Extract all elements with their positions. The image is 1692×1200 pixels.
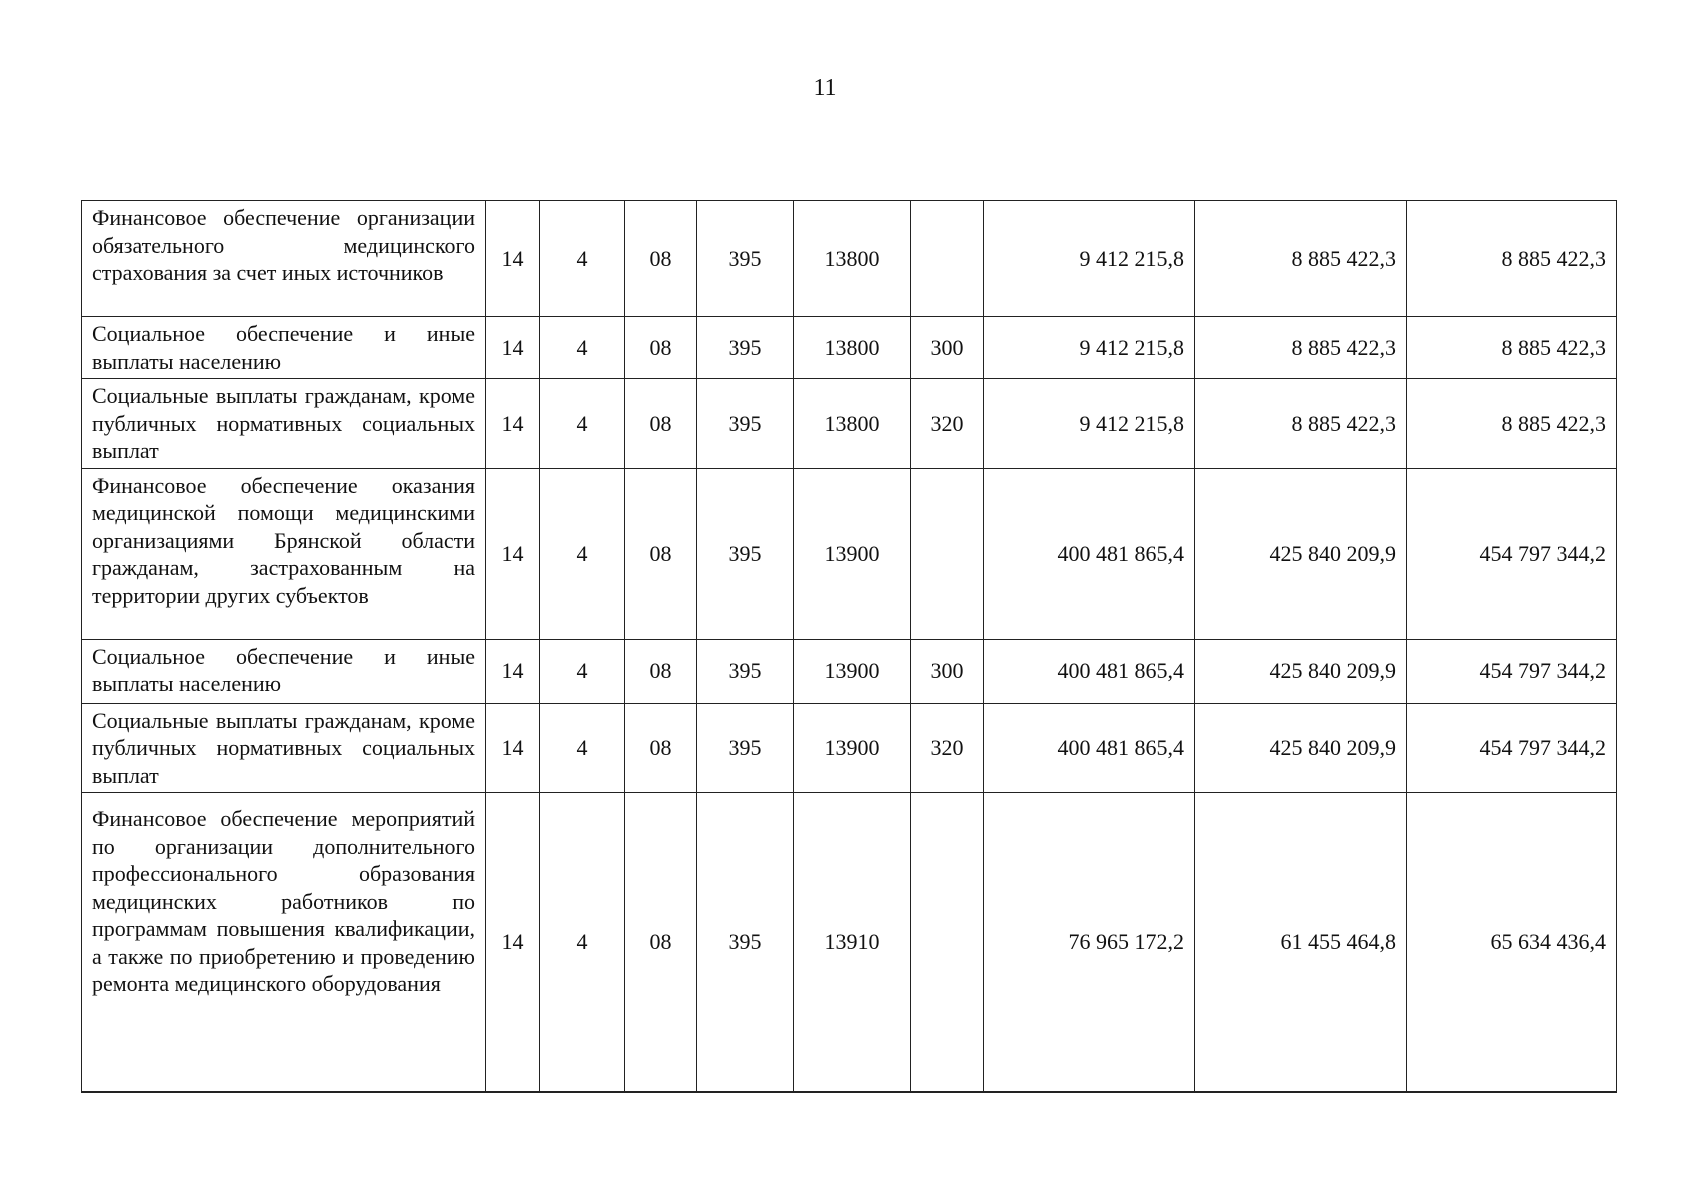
row-name: Социальные выплаты гражданам, кроме публичных нормативных социальных выплат bbox=[82, 703, 486, 793]
row-name: Социальное обеспечение и иные выплаты населению bbox=[82, 317, 486, 379]
target-code: 13900 bbox=[794, 468, 911, 639]
section-code: 14 bbox=[486, 468, 540, 639]
direction-code: 395 bbox=[697, 793, 794, 1092]
subsection-code: 4 bbox=[540, 201, 625, 317]
expense-type-code bbox=[911, 201, 984, 317]
amount-year-1: 76 965 172,2 bbox=[984, 793, 1195, 1092]
row-name: Социальное обеспечение и иные выплаты населению bbox=[82, 639, 486, 703]
amount-year-3: 454 797 344,2 bbox=[1407, 639, 1617, 703]
target-code: 13910 bbox=[794, 793, 911, 1092]
amount-year-1: 400 481 865,4 bbox=[984, 468, 1195, 639]
table-row bbox=[82, 639, 1617, 703]
program-code: 08 bbox=[625, 379, 697, 469]
direction-code: 395 bbox=[697, 703, 794, 793]
amount-year-1: 9 412 215,8 bbox=[984, 201, 1195, 317]
section-code: 14 bbox=[486, 639, 540, 703]
program-code: 08 bbox=[625, 317, 697, 379]
subsection-code: 4 bbox=[540, 703, 625, 793]
subsection-code: 4 bbox=[540, 379, 625, 469]
section-code: 14 bbox=[486, 317, 540, 379]
amount-year-2: 61 455 464,8 bbox=[1195, 793, 1407, 1092]
table-row bbox=[82, 379, 1617, 469]
amount-year-3: 65 634 436,4 bbox=[1407, 793, 1617, 1092]
direction-code: 395 bbox=[697, 639, 794, 703]
program-code: 08 bbox=[625, 201, 697, 317]
expense-type-code: 300 bbox=[911, 639, 984, 703]
table-row bbox=[82, 317, 1617, 379]
amount-year-1: 400 481 865,4 bbox=[984, 703, 1195, 793]
amount-year-2: 8 885 422,3 bbox=[1195, 201, 1407, 317]
amount-year-1: 9 412 215,8 bbox=[984, 317, 1195, 379]
target-code: 13800 bbox=[794, 379, 911, 469]
row-name: Социальные выплаты гражданам, кроме публичных нормативных социальных выплат bbox=[82, 379, 486, 469]
target-code: 13800 bbox=[794, 317, 911, 379]
target-code: 13900 bbox=[794, 639, 911, 703]
budget-table bbox=[81, 200, 1617, 1093]
amount-year-3: 454 797 344,2 bbox=[1407, 468, 1617, 639]
program-code: 08 bbox=[625, 703, 697, 793]
table-row bbox=[82, 703, 1617, 793]
expense-type-code: 320 bbox=[911, 379, 984, 469]
amount-year-1: 9 412 215,8 bbox=[984, 379, 1195, 469]
expense-type-code: 300 bbox=[911, 317, 984, 379]
target-code: 13900 bbox=[794, 703, 911, 793]
amount-year-2: 425 840 209,9 bbox=[1195, 468, 1407, 639]
table-row bbox=[82, 468, 1617, 639]
program-code: 08 bbox=[625, 468, 697, 639]
expense-type-code: 320 bbox=[911, 703, 984, 793]
amount-year-3: 8 885 422,3 bbox=[1407, 317, 1617, 379]
row-name: Финансовое обеспечение мероприятий по организации дополнительного профессионального образования медицинских работников по программам повышения квалификации, а также по приобретению и проведению ремонта медицинского оборудования bbox=[82, 793, 486, 1092]
direction-code: 395 bbox=[697, 201, 794, 317]
section-code: 14 bbox=[486, 379, 540, 469]
amount-year-2: 425 840 209,9 bbox=[1195, 703, 1407, 793]
direction-code: 395 bbox=[697, 468, 794, 639]
program-code: 08 bbox=[625, 793, 697, 1092]
section-code: 14 bbox=[486, 201, 540, 317]
page-number: 11 bbox=[813, 75, 837, 101]
target-code: 13800 bbox=[794, 201, 911, 317]
amount-year-3: 8 885 422,3 bbox=[1407, 379, 1617, 469]
table-row bbox=[82, 793, 1617, 1092]
subsection-code: 4 bbox=[540, 317, 625, 379]
amount-year-1: 400 481 865,4 bbox=[984, 639, 1195, 703]
subsection-code: 4 bbox=[540, 468, 625, 639]
program-code: 08 bbox=[625, 639, 697, 703]
amount-year-2: 8 885 422,3 bbox=[1195, 317, 1407, 379]
direction-code: 395 bbox=[697, 379, 794, 469]
expense-type-code bbox=[911, 793, 984, 1092]
row-name: Финансовое обеспечение оказания медицинской помощи медицинскими организациями Брянской области гражданам, застрахованным на территории других субъектов bbox=[82, 468, 486, 639]
amount-year-3: 8 885 422,3 bbox=[1407, 201, 1617, 317]
amount-year-3: 454 797 344,2 bbox=[1407, 703, 1617, 793]
subsection-code: 4 bbox=[540, 639, 625, 703]
direction-code: 395 bbox=[697, 317, 794, 379]
table-row bbox=[82, 201, 1617, 317]
amount-year-2: 425 840 209,9 bbox=[1195, 639, 1407, 703]
row-name: Финансовое обеспечение организации обязательного медицинского страхования за счет иных источников bbox=[82, 201, 486, 317]
section-code: 14 bbox=[486, 703, 540, 793]
expense-type-code bbox=[911, 468, 984, 639]
amount-year-2: 8 885 422,3 bbox=[1195, 379, 1407, 469]
section-code: 14 bbox=[486, 793, 540, 1092]
subsection-code: 4 bbox=[540, 793, 625, 1092]
